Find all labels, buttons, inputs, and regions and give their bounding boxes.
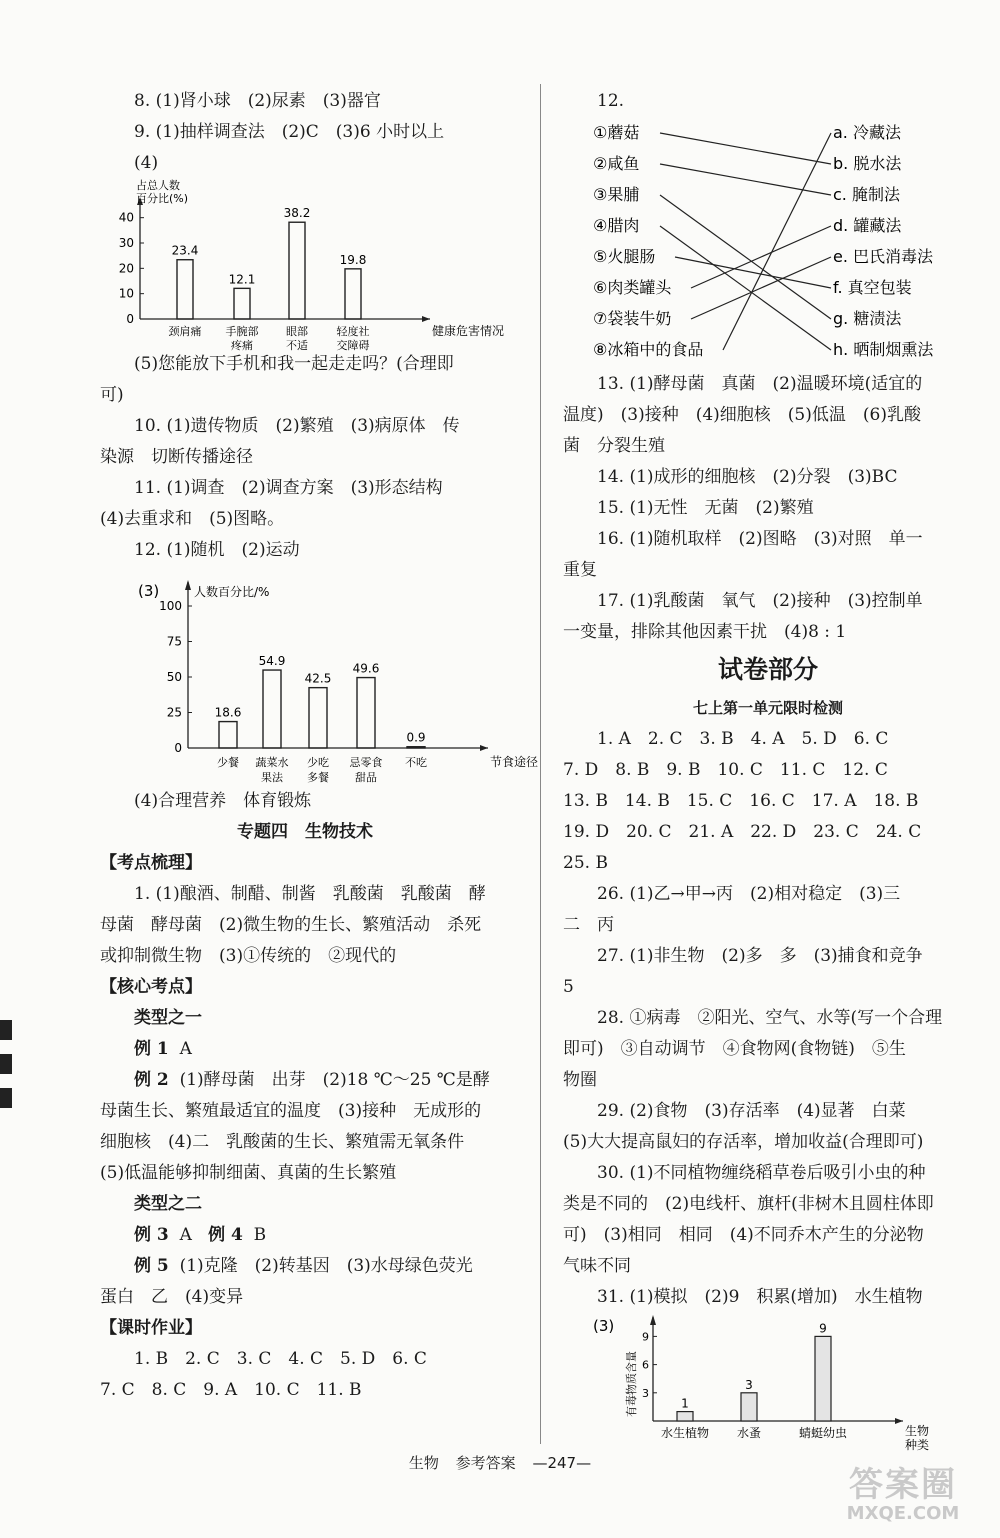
answer-q9-part5: (5)您能放下手机和我一起走走吗？(合理即: [134, 354, 454, 374]
answer-q11: 11. (1)调查 (2)调查方案 (3)形态结构: [134, 478, 443, 498]
food-item: ①蘑菇: [593, 123, 640, 142]
data-label: 42.5: [304, 671, 332, 686]
match-line: [660, 195, 831, 319]
example-2-cont3: (5)低温能够抑制细菌、真菌的生长繁殖: [100, 1163, 397, 1183]
section-header-hexin: 【核心考点】: [100, 977, 202, 997]
y-axis-arrow: [650, 1315, 656, 1325]
example-1-answer: A: [179, 1039, 192, 1059]
data-label: 9: [819, 1321, 827, 1336]
x-axis-label: 生物: [905, 1424, 930, 1438]
food-item: ⑤火腿肠: [593, 247, 656, 266]
match-line: [660, 226, 831, 350]
answer-q9-part4: (4): [134, 153, 159, 173]
exam-subtitle: 七上第一单元限时检测: [692, 699, 843, 717]
match-line: [660, 133, 831, 164]
y-tick-label: 50: [166, 670, 182, 684]
food-item: ⑦袋装牛奶: [593, 309, 672, 328]
kaodian-1-cont2: 或抑制微生物 (3)①传统的 ②现代的: [100, 946, 397, 966]
method-item: a. 冷藏法: [833, 123, 901, 142]
category-label: 多餐: [307, 771, 329, 784]
answer-q10-cont: 染源 切断传播途径: [100, 447, 253, 467]
answer-q29-cont: (5)大大提高鼠妇的存活率，增加收益(合理即可): [563, 1132, 924, 1152]
category-label: 不适: [286, 339, 308, 352]
watermark-logo: [828, 1466, 978, 1528]
type-2-label: 类型之二: [134, 1194, 202, 1214]
method-item: h. 晒制烟熏法: [833, 340, 934, 359]
example-2-label: 例 2: [134, 1070, 169, 1090]
answer-q26: 26. (1)乙→甲→丙 (2)相对稳定 (3)三: [597, 884, 901, 904]
category-label: 眼部: [286, 325, 308, 338]
watermark-cn: 答案圈: [849, 1465, 957, 1505]
category-label: 颈肩痛: [168, 325, 202, 338]
answer-q17: 17. (1)乳酸菌 氧气 (2)接种 (3)控制单: [597, 591, 923, 611]
chart-diet-methods: [100, 566, 539, 786]
y-tick-label: 0: [126, 312, 134, 326]
section-header-kaodian: 【考点梳理】: [100, 853, 202, 873]
y-tick-label: 9: [642, 1330, 649, 1344]
food-item: ④腊肉: [593, 216, 640, 235]
bar: [263, 670, 281, 748]
answer-q12: 12. (1)随机 (2)运动: [134, 540, 300, 560]
matching-diagram: [563, 117, 973, 369]
category-label: 甜品: [355, 771, 377, 784]
watermark-en: MXQE.COM: [846, 1503, 960, 1524]
data-label: 18.6: [214, 705, 242, 720]
example-5-cont: 蛋白 乙 (4)变异: [100, 1287, 244, 1307]
answer-q30-cont2: 可) (3)相同 相同 (4)不同乔木产生的分泌物: [563, 1225, 924, 1245]
data-label: 19.8: [339, 252, 367, 267]
bar: [741, 1393, 757, 1421]
y-tick-label: 20: [118, 261, 134, 276]
food-item: ⑥肉类罐头: [593, 278, 672, 297]
method-item: b. 脱水法: [833, 154, 902, 173]
answer-q29: 29. (2)食物 (3)存活率 (4)显著 白菜: [597, 1101, 906, 1121]
example-2-answer: (1)酵母菌 出芽 (2)18 ℃～25 ℃是酵: [179, 1070, 490, 1090]
example-2-cont2: 细胞核 (4)二 乳酸菌的生长、繁殖需无氧条件: [100, 1132, 465, 1152]
bar: [677, 1412, 693, 1421]
y-tick-label: 40: [118, 210, 134, 225]
data-label: 49.6: [352, 661, 380, 676]
data-label: 23.4: [171, 243, 199, 258]
footer-page-number: —247—: [532, 1454, 592, 1472]
data-label: 3: [745, 1377, 753, 1392]
binding-marks: [0, 1020, 14, 1122]
y-tick-label: 6: [642, 1358, 649, 1372]
x-axis-arrow: [422, 316, 430, 322]
food-item: ⑧冰箱中的食品: [593, 340, 704, 359]
answer-q26-cont: 二 丙: [563, 915, 614, 935]
mc-row-1: 1. A 2. C 3. B 4. A 5. D 6. C: [597, 729, 889, 749]
example-5: [100, 1251, 510, 1282]
category-label: 蔬菜水: [255, 756, 289, 769]
example-3-answer: A: [179, 1225, 192, 1245]
y-axis-arrow: [185, 580, 191, 590]
match-line: [675, 257, 831, 288]
chart-prefix: (3): [138, 582, 160, 600]
type-1-label: 类型之一: [134, 1008, 202, 1028]
homework-row-1: 1. B 2. C 3. C 4. C 5. D 6. C: [134, 1349, 427, 1369]
binding-mark: [0, 1020, 12, 1040]
mc-row-2: 7. D 8. B 9. B 10. C 11. C 12. C: [563, 760, 888, 780]
section-header-keshi: 【课时作业】: [100, 1318, 202, 1338]
bar: [815, 1336, 831, 1421]
category-label: 轻度社: [336, 325, 370, 338]
category-label: 果法: [261, 771, 283, 784]
chart-health-hazards: [100, 179, 510, 352]
bar: [177, 260, 193, 319]
y-axis-label-line2: 百分比(%): [136, 192, 189, 205]
match-line: [691, 226, 831, 288]
answer-q13-cont: 温度) (3)接种 (4)细胞核 (5)低温 (6)乳酸: [563, 405, 921, 425]
category-label: 疼痛: [231, 339, 253, 352]
bar: [357, 678, 375, 748]
food-item: ②咸鱼: [593, 154, 640, 173]
y-tick-label: 3: [642, 1386, 649, 1400]
answer-q15: 15. (1)无性 无菌 (2)繁殖: [597, 498, 814, 518]
category-label: 水蚤: [736, 1426, 762, 1440]
match-line: [723, 133, 831, 350]
bar: [309, 688, 327, 748]
answer-q14: 14. (1)成形的细胞核 (2)分裂 (3)BC: [597, 467, 898, 487]
answer-q16-cont: 重复: [563, 560, 597, 580]
answer-q30-cont3: 气味不同: [563, 1256, 631, 1276]
y-tick-label: 10: [118, 286, 134, 301]
match-line: [660, 164, 831, 195]
answer-q12-part4: (4)合理营养 体育锻炼: [134, 791, 312, 811]
example-4-label: 例 4: [208, 1225, 243, 1245]
example-4-answer: B: [253, 1225, 267, 1245]
y-tick-label: 25: [166, 705, 182, 720]
method-item: c. 腌制法: [833, 185, 900, 204]
answer-q9: 9. (1)抽样调查法 (2)C (3)6 小时以上: [134, 122, 445, 142]
mc-row-4: 19. D 20. C 21. A 22. D 23. C 24. C: [563, 822, 922, 842]
binding-mark: [0, 1054, 12, 1074]
method-item: e. 巴氏消毒法: [833, 247, 934, 266]
category-label: 忌零食: [349, 756, 383, 769]
example-3-label: 例 3: [134, 1225, 169, 1245]
category-label: 交障碍: [336, 339, 370, 352]
example-2: [100, 1065, 510, 1096]
method-item: f. 真空包装: [833, 278, 912, 297]
food-item: ③果脯: [593, 185, 640, 204]
answer-q28-cont: 即可) ③自动调节 ④食物网(食物链) ⑤生: [563, 1039, 906, 1059]
category-label: 少吃: [307, 756, 329, 769]
data-label: 12.1: [228, 272, 256, 287]
footer-subject: 生物: [408, 1454, 439, 1472]
answer-q28: 28. ①病毒 ②阳光、空气、水等(写一个合理: [597, 1008, 943, 1028]
x-axis-arrow: [480, 745, 488, 751]
bar: [345, 269, 361, 319]
answer-q13: 13. (1)酵母菌 真菌 (2)温暖环境(适宜的: [597, 374, 923, 394]
x-axis-label-line2: 种类: [905, 1438, 930, 1452]
answer-q31: 31. (1)模拟 (2)9 积累(增加) 水生植物: [597, 1287, 923, 1307]
answer-q10: 10. (1)遗传物质 (2)繁殖 (3)病原体 传: [134, 416, 460, 436]
y-axis-label: 占总人数: [136, 179, 180, 192]
example-5-label: 例 5: [134, 1256, 169, 1276]
homework-row-2: 7. C 8. C 9. A 10. C 11. B: [100, 1380, 362, 1400]
bar: [407, 747, 425, 748]
kaodian-1-cont: 母菌 酵母菌 (2)微生物的生长、繁殖活动 杀死: [100, 915, 482, 935]
y-tick-label: 100: [159, 599, 182, 613]
y-axis-label: 人数百分比/%: [194, 585, 270, 599]
left-column: [100, 86, 539, 1406]
example-5-answer: (1)克隆 (2)转基因 (3)水母绿色荧光: [179, 1256, 473, 1276]
chart-toxin-levels: [563, 1313, 973, 1453]
y-tick-label: 75: [166, 634, 182, 649]
answer-q12-label: 12.: [597, 91, 625, 111]
answer-q9-part5-cont: 可): [100, 385, 124, 405]
category-label: 少餐: [217, 756, 239, 769]
data-label: 1: [681, 1396, 689, 1411]
data-label: 54.9: [258, 654, 286, 669]
answer-q8: 8. (1)肾小球 (2)尿素 (3)器官: [134, 91, 381, 111]
kaodian-1: 1. (1)酿酒、制醋、制酱 乳酸菌 乳酸菌 酵: [134, 884, 486, 904]
bar: [289, 222, 305, 319]
example-1-label: 例 1: [134, 1039, 169, 1059]
answer-q16: 16. (1)随机取样 (2)图略 (3)对照 单一: [597, 529, 923, 549]
method-item: g. 糖渍法: [833, 309, 902, 328]
example-2-cont: 母菌生长、繁殖最适宜的温度 (3)接种 无成形的: [100, 1101, 482, 1121]
bar: [219, 722, 237, 748]
answer-q27-cont: 5: [563, 977, 574, 997]
chart-prefix: (3): [593, 1317, 615, 1335]
binding-mark: [0, 1088, 12, 1108]
category-label: 水生植物: [660, 1426, 710, 1440]
answer-q30: 30. (1)不同植物缠绕稻草卷后吸引小虫的种: [597, 1163, 926, 1183]
match-line: [691, 257, 831, 319]
answer-q30-cont: 类是不同的 (2)电线杆、旗杆(非树木且圆柱体即: [563, 1194, 934, 1214]
category-label: 不吃: [405, 756, 427, 769]
x-axis-label: 节食途径: [490, 755, 539, 769]
exam-section-title: 试卷部分: [717, 655, 818, 684]
answer-q17-cont: 一变量，排除其他因素干扰 (4)8 : 1: [563, 622, 847, 642]
right-column: [563, 86, 973, 1453]
example-1: [100, 1034, 510, 1065]
answer-q13-cont2: 菌 分裂生殖: [563, 436, 665, 456]
x-axis-label: 健康危害情况: [432, 324, 505, 338]
y-tick-label: 30: [118, 236, 134, 250]
x-axis-arrow: [895, 1418, 903, 1424]
bar: [234, 288, 250, 319]
category-label: 手腕部: [225, 325, 259, 338]
data-label: 38.2: [283, 206, 311, 221]
answer-q27: 27. (1)非生物 (2)多 多 (3)捕食和竞争: [597, 946, 923, 966]
answer-q28-cont2: 物圈: [563, 1070, 597, 1090]
mc-row-3: 13. B 14. B 15. C 16. C 17. A 18. B: [563, 791, 919, 811]
footer-section: 参考答案: [455, 1454, 516, 1472]
category-label: 蜻蜓幼虫: [798, 1426, 848, 1440]
y-tick-label: 0: [174, 741, 182, 755]
y-axis-label: 有毒物质含量: [625, 1351, 638, 1417]
method-item: d. 罐藏法: [833, 216, 902, 235]
column-divider: [540, 84, 541, 1444]
example-3-4: [100, 1220, 510, 1251]
mc-row-5: 25. B: [563, 853, 608, 873]
topic-title: 专题四 生物技术: [237, 822, 373, 842]
data-label: 0.9: [406, 730, 426, 745]
answer-q11-cont: (4)去重求和 (5)图略。: [100, 509, 285, 529]
